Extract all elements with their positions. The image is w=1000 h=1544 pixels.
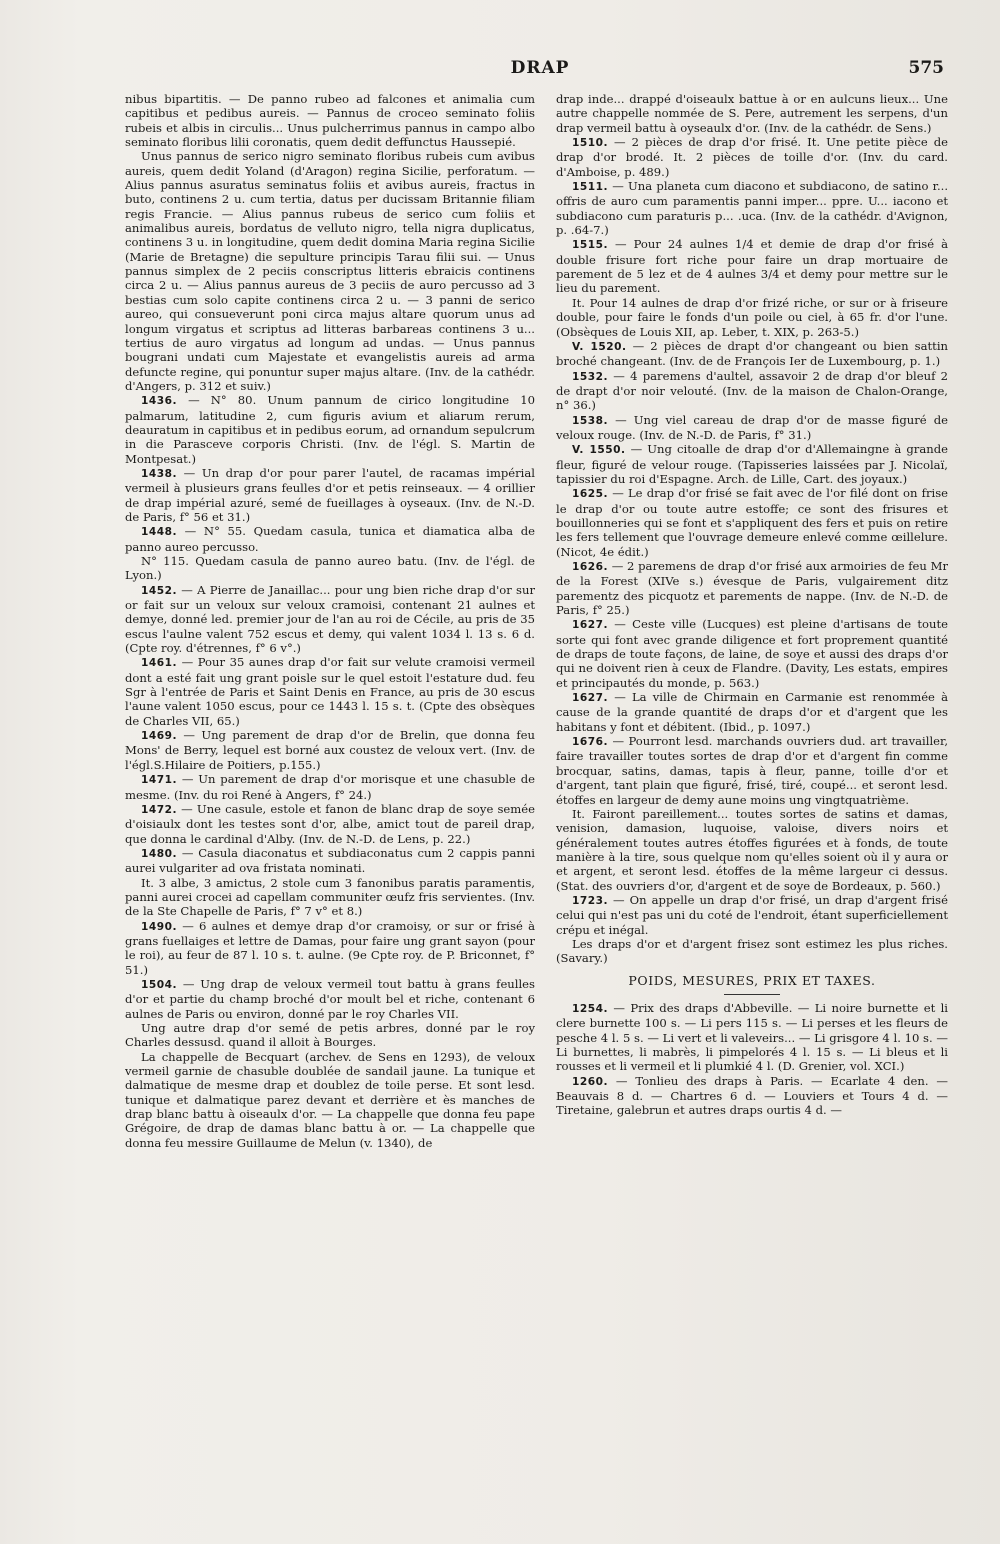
entry-text: — Pour 24 aulnes 1/4 et demie de drap d'or frisé à double frisure fort riche pour faire un drap mortuaire de parement de 5 lez et de 4 aulnes 3/4 et demy pour mettre sur le lieu du parement. (556, 237, 948, 296)
entry-year: 1469. (141, 730, 178, 743)
entry-paragraph (556, 92, 948, 135)
entry-text: — Un drap d'or pour parer l'autel, de racamas impérial vermeil à plusieurs grans feulles d'or et petis reinseaux. — 4 orillier de drap impérial azuré, semé de fueillages à oyseaux. (Inv. de N.-D. de Paris, f° 56 et 31.) (125, 465, 535, 524)
entry-text: — Ung drap de veloux vermeil tout battu à grans feulles d'or et partie du champ broché d'or moult bel et riche, contenant 6 aulnes de Paris ou environ, donné par le roy Charles VII. (125, 976, 535, 1021)
entry-year: 1448. (141, 526, 178, 539)
entry-year: 1490. (141, 920, 178, 933)
entry-paragraph (125, 919, 535, 977)
right-column-entries (556, 92, 948, 966)
entry-paragraph (125, 149, 535, 393)
entry-paragraph (125, 772, 535, 802)
entry-year: 1532. (572, 370, 609, 383)
entry-text: — Tonlieu des draps à Paris. — Ecarlate 4 den. — Beauvais 8 d. — Chartres 6 d. — Louviers et Tours 4 d. — Tiretaine, galebrun et autres draps ourtis 4 d. — (556, 1073, 948, 1118)
entry-year: 1438. (141, 467, 178, 480)
entry-year: 1452. (141, 584, 178, 597)
entry-paragraph (556, 807, 948, 893)
entry-text: — Ung viel careau de drap d'or de masse figuré de veloux rouge. (Inv. de N.-D. de Paris, f° 31.) (556, 412, 948, 442)
entry-text: Les draps d'or et d'argent frisez sont estimez les plus riches. (Savary.) (556, 936, 948, 966)
right-column (556, 92, 948, 1392)
entry-text: — Ung parement de drap d'or de Brelin, que donna feu Mons' de Berry, lequel est borné aux coustez de veloux vert. (Inv. de l'égl.S.Hilaire de Poitiers, p.155.) (125, 728, 535, 772)
entry-paragraph (125, 554, 535, 583)
entry-text: — 6 aulnes et demye drap d'or cramoisy, or sur or frisé à grans fuellaiges et lettre de Damas, pour faire ung grant sayon (pour le roi), au feur de 87 l. 10 s. t. aulne. (9e Cpte roy. de P. Briconnet, f° 51.) (125, 918, 535, 977)
entry-paragraph (556, 135, 948, 179)
entry-paragraph (125, 876, 535, 919)
page-title: DRAP (510, 58, 570, 78)
entry-text: — Ceste ville (Lucques) est pleine d'artisans de toute sorte qui font avec grande diligence et fort proprement quantité de draps de toute façons, de laine, de soye et aussi des draps d'or qui ne doivent rien à ceux de Flandre. (Davity, Les estats, empires et principautés du monde, p. 563.) (556, 617, 948, 690)
entry-year: 1480. (141, 847, 178, 860)
entry-year: 1510. (572, 137, 609, 150)
entry-paragraph (125, 802, 535, 846)
entry-paragraph (556, 413, 948, 443)
entry-text: — N° 80. Unum pannum de cirico longitudine 10 palmarum, latitudine 2, cum figuris avium et aliarum rerum, deauratum in capitibus et in pedibus eorum, ad ornandum sepulcrum in die Parasceve corporis Christi. (Inv. de l'égl. S. Martin de Montpesat.) (125, 393, 535, 466)
entry-year: 1254. (572, 1002, 609, 1015)
entry-text: — Prix des draps d'Abbeville. — Li noire burnette et li clere burnette 100 s. — Li pers 115 s. — Li perses et les fleurs de pesche 4 l. 5 s. — Li vert et li valeveirs... — Li grisgore 4 l. 10 s. — Li burnettes, li mabrès, li pimpelorés 4 l. 15 s. — Li bleus et li rousses et li vermeil et li plumkié 4 l. (D. Grenier, vol. XCI.) (556, 1000, 948, 1074)
entry-paragraph (556, 734, 948, 807)
entry-text: — N° 55. Quedam casula, tunica et diamatica alba de panno aureo percusso. (125, 524, 535, 554)
section-entries (556, 1001, 948, 1118)
entry-year: 1471. (141, 774, 178, 787)
entry-year: 1723. (572, 894, 609, 907)
entry-paragraph (556, 486, 948, 559)
entry-paragraph (556, 559, 948, 617)
entry-text: — Pour 35 aunes drap d'or fait sur velute cramoisi vermeil dont a esté fait ung grant poisle sur le quel estoit l'estature dud. feu Sgr à l'entrée de Paris et Saint Denis en France, au pris de 30 escus l'aune valent 1050 escus, pour ce 1443 l. 15 s. t. (Cpte des obsèques de Charles VII, 65.) (125, 655, 535, 728)
entry-text: — Ung citoalle de drap d'or d'Allemaingne à grande fleur, figuré de velour rouge. (Tapisseries laissées par J. Nicolaï, tapissier du roi d'Espagne. Arch. de Lille, Cart. des joyaux.) (556, 442, 948, 486)
entry-paragraph (125, 1021, 535, 1050)
entry-year: 1627. (572, 692, 609, 705)
entry-text: It. 3 albe, 3 amictus, 2 stole cum 3 fanonibus paratis paramentis, panni aurei crocei ad capellam communiter œufz fris servientes. (Inv. de la Ste Chapelle de Paris, f° 7 v° et 8.) (125, 875, 535, 919)
entry-text: drap inde... drappé d'oiseaulx battue à or en aulcuns lieux... Une autre chappelle nommée de S. Pere, autrement les serpens, d'un drap vermeil battu à oyseaulx d'or. (Inv. de la cathédr. de Sens.) (556, 92, 948, 135)
entry-text: — Pourront lesd. marchands ouvriers dud. art travailler, faire travailler toutes sortes de drap d'or et d'argent fin comme brocquar, satins, damas, tapis à fleur, panne, toille d'or et d'argent, tant plain que figuré, frisé, tiré, coupé... et seront lesd. étoffes en largeur de demy aune moins ung vingtquatrième. (556, 734, 948, 807)
entry-paragraph (556, 179, 948, 237)
entry-year: 1676. (572, 736, 609, 749)
entry-text: — Casula diaconatus et subdiaconatus cum 2 cappis panni aurei vulgariter ad ova fristata nominati. (125, 845, 535, 876)
running-head (0, 58, 1000, 84)
entry-paragraph (556, 617, 948, 690)
entry-paragraph (125, 977, 535, 1021)
entry-text: — 2 pièces de drapt d'or changeant ou bien sattin broché changeant. (Inv. de de François Ier de Luxembourg, p. 1.) (556, 338, 948, 369)
entry-year: V. 1520. (572, 340, 627, 353)
entry-year: 1260. (572, 1075, 609, 1088)
entry-year: 1461. (141, 657, 178, 670)
entry-paragraph (556, 442, 948, 486)
entry-paragraph (556, 369, 948, 413)
entry-text: — Le drap d'or frisé se fait avec de l'or filé dont on frise le drap d'or ou toute autre estoffe; ce sont des frisures et bouillonneries qui se font et s'appliquent des fers et puis on retire les fers tellement que l'ouvrage demeure enlevé comme œillelure. (Nicot, 4e édit.) (556, 486, 948, 559)
section-rule (724, 994, 780, 995)
entry-paragraph (125, 655, 535, 728)
entry-text: — 2 paremens de drap d'or frisé aux armoiries de feu Mr de la Forest (XIVe s.) évesque de Paris, vulgairement ditz parementz des picquotz et parements de nappe. (Inv. de N.-D. de Paris, f° 25.) (556, 559, 948, 618)
entry-text: — Une casule, estole et fanon de blanc drap de soye semée d'oisiaulx dont les testes sont d'or, albe, amict tout de pareil drap, que donna le cardinal d'Alby. (Inv. de N.-D. de Lens, p. 22.) (125, 801, 535, 846)
entry-text: It. Fairont pareillement... toutes sortes de satins et damas, venision, damasion, luquoise, valoise, divers noirs et généralement toutes autres étoffes figurées et à fonds, de toute manière à la tire, sous quelque nom qu'elles soient où il y aura or et argent, et seront lesd. étoffes de la même largeur ci dessus. (Stat. des ouvriers d'or, d'argent et de soye de Bordeaux, p. 560.) (556, 806, 948, 893)
left-column (125, 92, 535, 1442)
entry-paragraph (556, 339, 948, 369)
entry-year: 1436. (141, 395, 178, 408)
entry-year: 1472. (141, 803, 178, 816)
entry-year: 1627. (572, 619, 609, 632)
entry-year: 1538. (572, 414, 609, 427)
entry-text: Unus pannus de serico nigro seminato floribus rubeis cum avibus aureis, quem dedit Yoland (d'Aragon) regina Sicilie, perforatum. — Alius pannus asuratus seminatus foliis et avibus aureis, fractus in buto, continens 2 u. cum tertia, datus per ducissam Britannie filiam regis Francie. — Alius pannus rubeus de serico cum foliis et animalibus aureis, bordatus de velluto nigro, tella nigra duplicatus, continens 3 u. in longitudine, quem dedit domina Maria regina Sicilie (Marie de Bretagne) die sepulture principis Tarau filii sui. — Unus pannus simplex de 2 peciis conscriptus litteris ebraicis continens circa 2 u. — Alius pannus aureus de 3 peciis de auro percusso ad 3 bestias cum solo capite continens circa 2 u. — 3 panni de serico aureo, qui consueverunt poni circa majus altare quorum unus ad longum virgatus et scriptus ad litteras barbareas continens 3 u... tertius de auro virgatus ad longum ad undas. — Unus pannus bougrani undati cum Majestate et evangelistis aureis ad arma defuncte regine, qui ponuntur super majus altare. (Inv. de la cathédr. d'Angers, p. 312 et suiv.) (125, 149, 535, 393)
entry-paragraph (556, 893, 948, 937)
entry-year: 1511. (572, 181, 609, 194)
entry-text: — 2 pièces de drap d'or frisé. It. Une petite pièce de drap d'or brodé. It. 2 pièces de toille d'or. (Inv. du card. d'Amboise, p. 489.) (556, 135, 948, 179)
entry-paragraph (556, 1001, 948, 1074)
entry-paragraph (125, 92, 535, 149)
entry-text: N° 115. Quedam casula de panno aureo batu. (Inv. de l'égl. de Lyon.) (125, 554, 535, 583)
entry-paragraph (125, 524, 535, 554)
entry-text: — Una planeta cum diacono et subdiacono, de satino r... offris de auro cum paramentis panni imper... ppre. U... iacono et subdiacono cum paraturis p... .uca. (Inv. de la cathédr. d'Avignon, p. .64-7.) (556, 179, 948, 238)
page-number: 575 (908, 58, 944, 78)
entry-text: Ung autre drap d'or semé de petis arbres, donné par le roy Charles dessusd. quand il alloit à Bourges. (125, 1021, 535, 1050)
entry-paragraph (556, 296, 948, 339)
entry-text: La chappelle de Becquart (archev. de Sens en 1293), de veloux vermeil garnie de chasuble doublée de sandail jaune. La tunique et dalmatique de mesme drap et doublez de toile perse. Et sont lesd. tunique et dalmatique parez devant et derrière et ès manches de drap blanc battu à oiseaulx d'or. — La chappelle que donna feu pape Grégoire, de drap de damas blanc battu à or. — La chappelle que donna feu messire Guillaume de Melun (v. 1340), de (125, 1049, 535, 1150)
entry-paragraph (125, 1050, 535, 1150)
entry-paragraph (556, 937, 948, 966)
entry-paragraph (125, 846, 535, 876)
entry-paragraph (556, 690, 948, 734)
entry-text: — Un parement de drap d'or morisque et une chasuble de mesme. (Inv. du roi René à Angers, f° 24.) (125, 772, 535, 802)
entry-paragraph (556, 1074, 948, 1118)
entry-text: — 4 paremens d'aultel, assavoir 2 de drap d'or bleuf 2 de drapt d'or noir velouté. (Inv. de la maison de Chalon-Orange, n° 36.) (556, 368, 948, 413)
entry-year: 1625. (572, 488, 609, 501)
entry-paragraph (125, 466, 535, 524)
entry-year: V. 1550. (572, 444, 626, 457)
entry-paragraph (556, 237, 948, 295)
entry-year: 1626. (572, 561, 609, 573)
section-heading: POIDS, MESURES, PRIX ET TAXES. (628, 972, 876, 988)
entry-text: It. Pour 14 aulnes de drap d'or frizé riche, or sur or à friseure double, pour faire le fonds d'un poile ou ciel, à 65 fr. d'or l'une. (Obsèques de Louis XII, ap. Leber, t. XIX, p. 263-5.) (556, 295, 948, 339)
entry-paragraph (125, 393, 535, 466)
entry-year: 1504. (141, 978, 178, 991)
entry-text: nibus bipartitis. — De panno rubeo ad falcones et animalia cum capitibus et pedibus aureis. — Pannus de croceo seminato foliis rubeis et albis in circulis... Unus pulcherrimus pannus in campo albo seminato floribus lilii coronatis, quem dedit deffunctus Haussepié. (125, 92, 535, 150)
entry-year: 1515. (572, 239, 609, 252)
entry-text: — A Pierre de Janaillac... pour ung bien riche drap d'or sur or fait sur un veloux sur veloux cramoisi, contenant 21 aulnes et demye, donné led. premier jour de l'an au roi de Cécile, au pris de 35 escus l'aulne valent 752 escus et demy, qui valent 1034 l. 13 s. 6 d. (Cpte roy. d'étrennes, f° 6 v°.) (125, 582, 535, 656)
entry-paragraph (125, 583, 535, 656)
entry-paragraph (125, 728, 535, 772)
entry-text: — La ville de Chirmain en Carmanie est renommée à cause de la grande quantité de draps d'or et d'argent que les habitans y font et débitent. (Ibid., p. 1097.) (556, 690, 948, 734)
entry-text: — On appelle un drap d'or frisé, un drap d'argent frisé celui qui n'est pas uni du coté de l'endroit, étant superficiellement crépu et inégal. (556, 892, 948, 937)
